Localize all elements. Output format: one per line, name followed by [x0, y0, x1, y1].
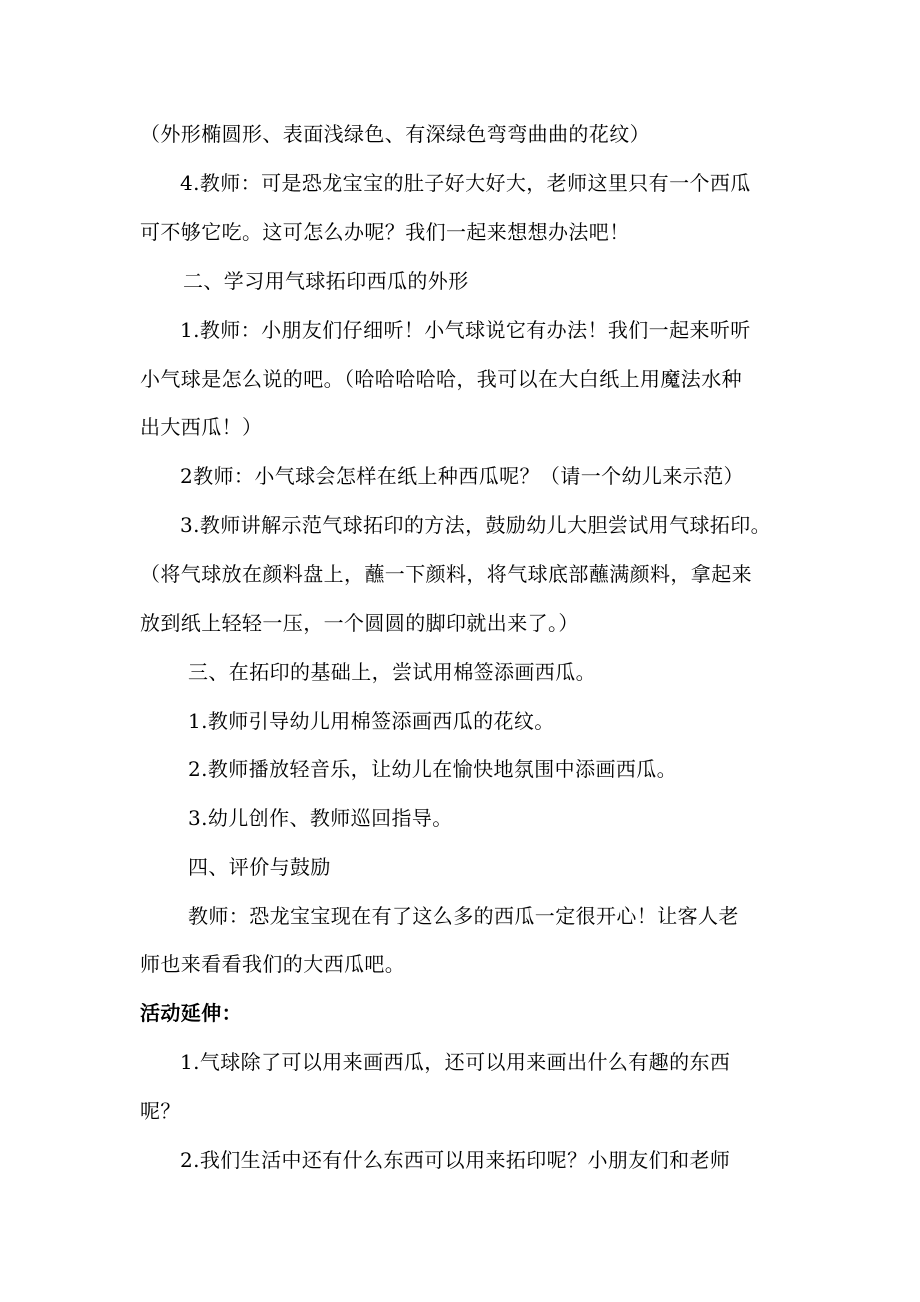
text-line: 2.教师播放轻音乐，让幼儿在愉快地氛围中添画西瓜。 [188, 757, 678, 781]
section-heading: 四、评价与鼓励 [188, 855, 331, 879]
text-line: 出大西瓜！） [140, 415, 263, 439]
text-line: 3.幼儿创作、教师巡回指导。 [188, 806, 453, 830]
text-line: 呢？ [140, 1099, 181, 1123]
text-line: （将气球放在颜料盘上，蘸一下颜料，将气球底部蘸满颜料，拿起来 [140, 562, 752, 586]
text-line: 2教师：小气球会怎样在纸上种西瓜呢？（请一个幼儿来示范） [180, 464, 744, 488]
text-line: 小气球是怎么说的吧。（哈哈哈哈哈，我可以在大白纸上用魔法水种 [140, 367, 742, 391]
text-line: 师也来看看我们的大西瓜吧。 [140, 952, 406, 976]
text-line: 3.教师讲解示范气球拓印的方法，鼓励幼儿大胆尝试用气球拓印。 [180, 513, 772, 537]
section-heading: 三、在拓印的基础上，尝试用棉签添画西瓜。 [188, 660, 596, 684]
text-line: 1.教师引导幼儿用棉签添画西瓜的花纹。 [188, 709, 555, 733]
extension-heading: 活动延伸： [140, 1001, 242, 1025]
text-line: 2.我们生活中还有什么东西可以用来拓印呢？小朋友们和老师 [180, 1148, 731, 1172]
text-line: 1.教师：小朋友们仔细听！小气球说它有办法！我们一起来听听 [180, 318, 751, 342]
text-line: 教师：恐龙宝宝现在有了这么多的西瓜一定很开心！让客人老 [188, 904, 739, 928]
text-line: （外形椭圆形、表面浅绿色、有深绿色弯弯曲曲的花纹） [140, 122, 650, 146]
text-line: 放到纸上轻轻一压，一个圆圆的脚印就出来了。） [140, 611, 579, 635]
section-heading: 二、学习用气球拓印西瓜的外形 [183, 269, 469, 293]
text-line: 4.教师：可是恐龙宝宝的肚子好大好大，老师这里只有一个西瓜 [180, 171, 751, 195]
text-line: 可不够它吃。这可怎么办呢？我们一起来想想办法吧！ [140, 220, 630, 244]
text-line: 1.气球除了可以用来画西瓜，还可以用来画出什么有趣的东西 [180, 1050, 731, 1074]
